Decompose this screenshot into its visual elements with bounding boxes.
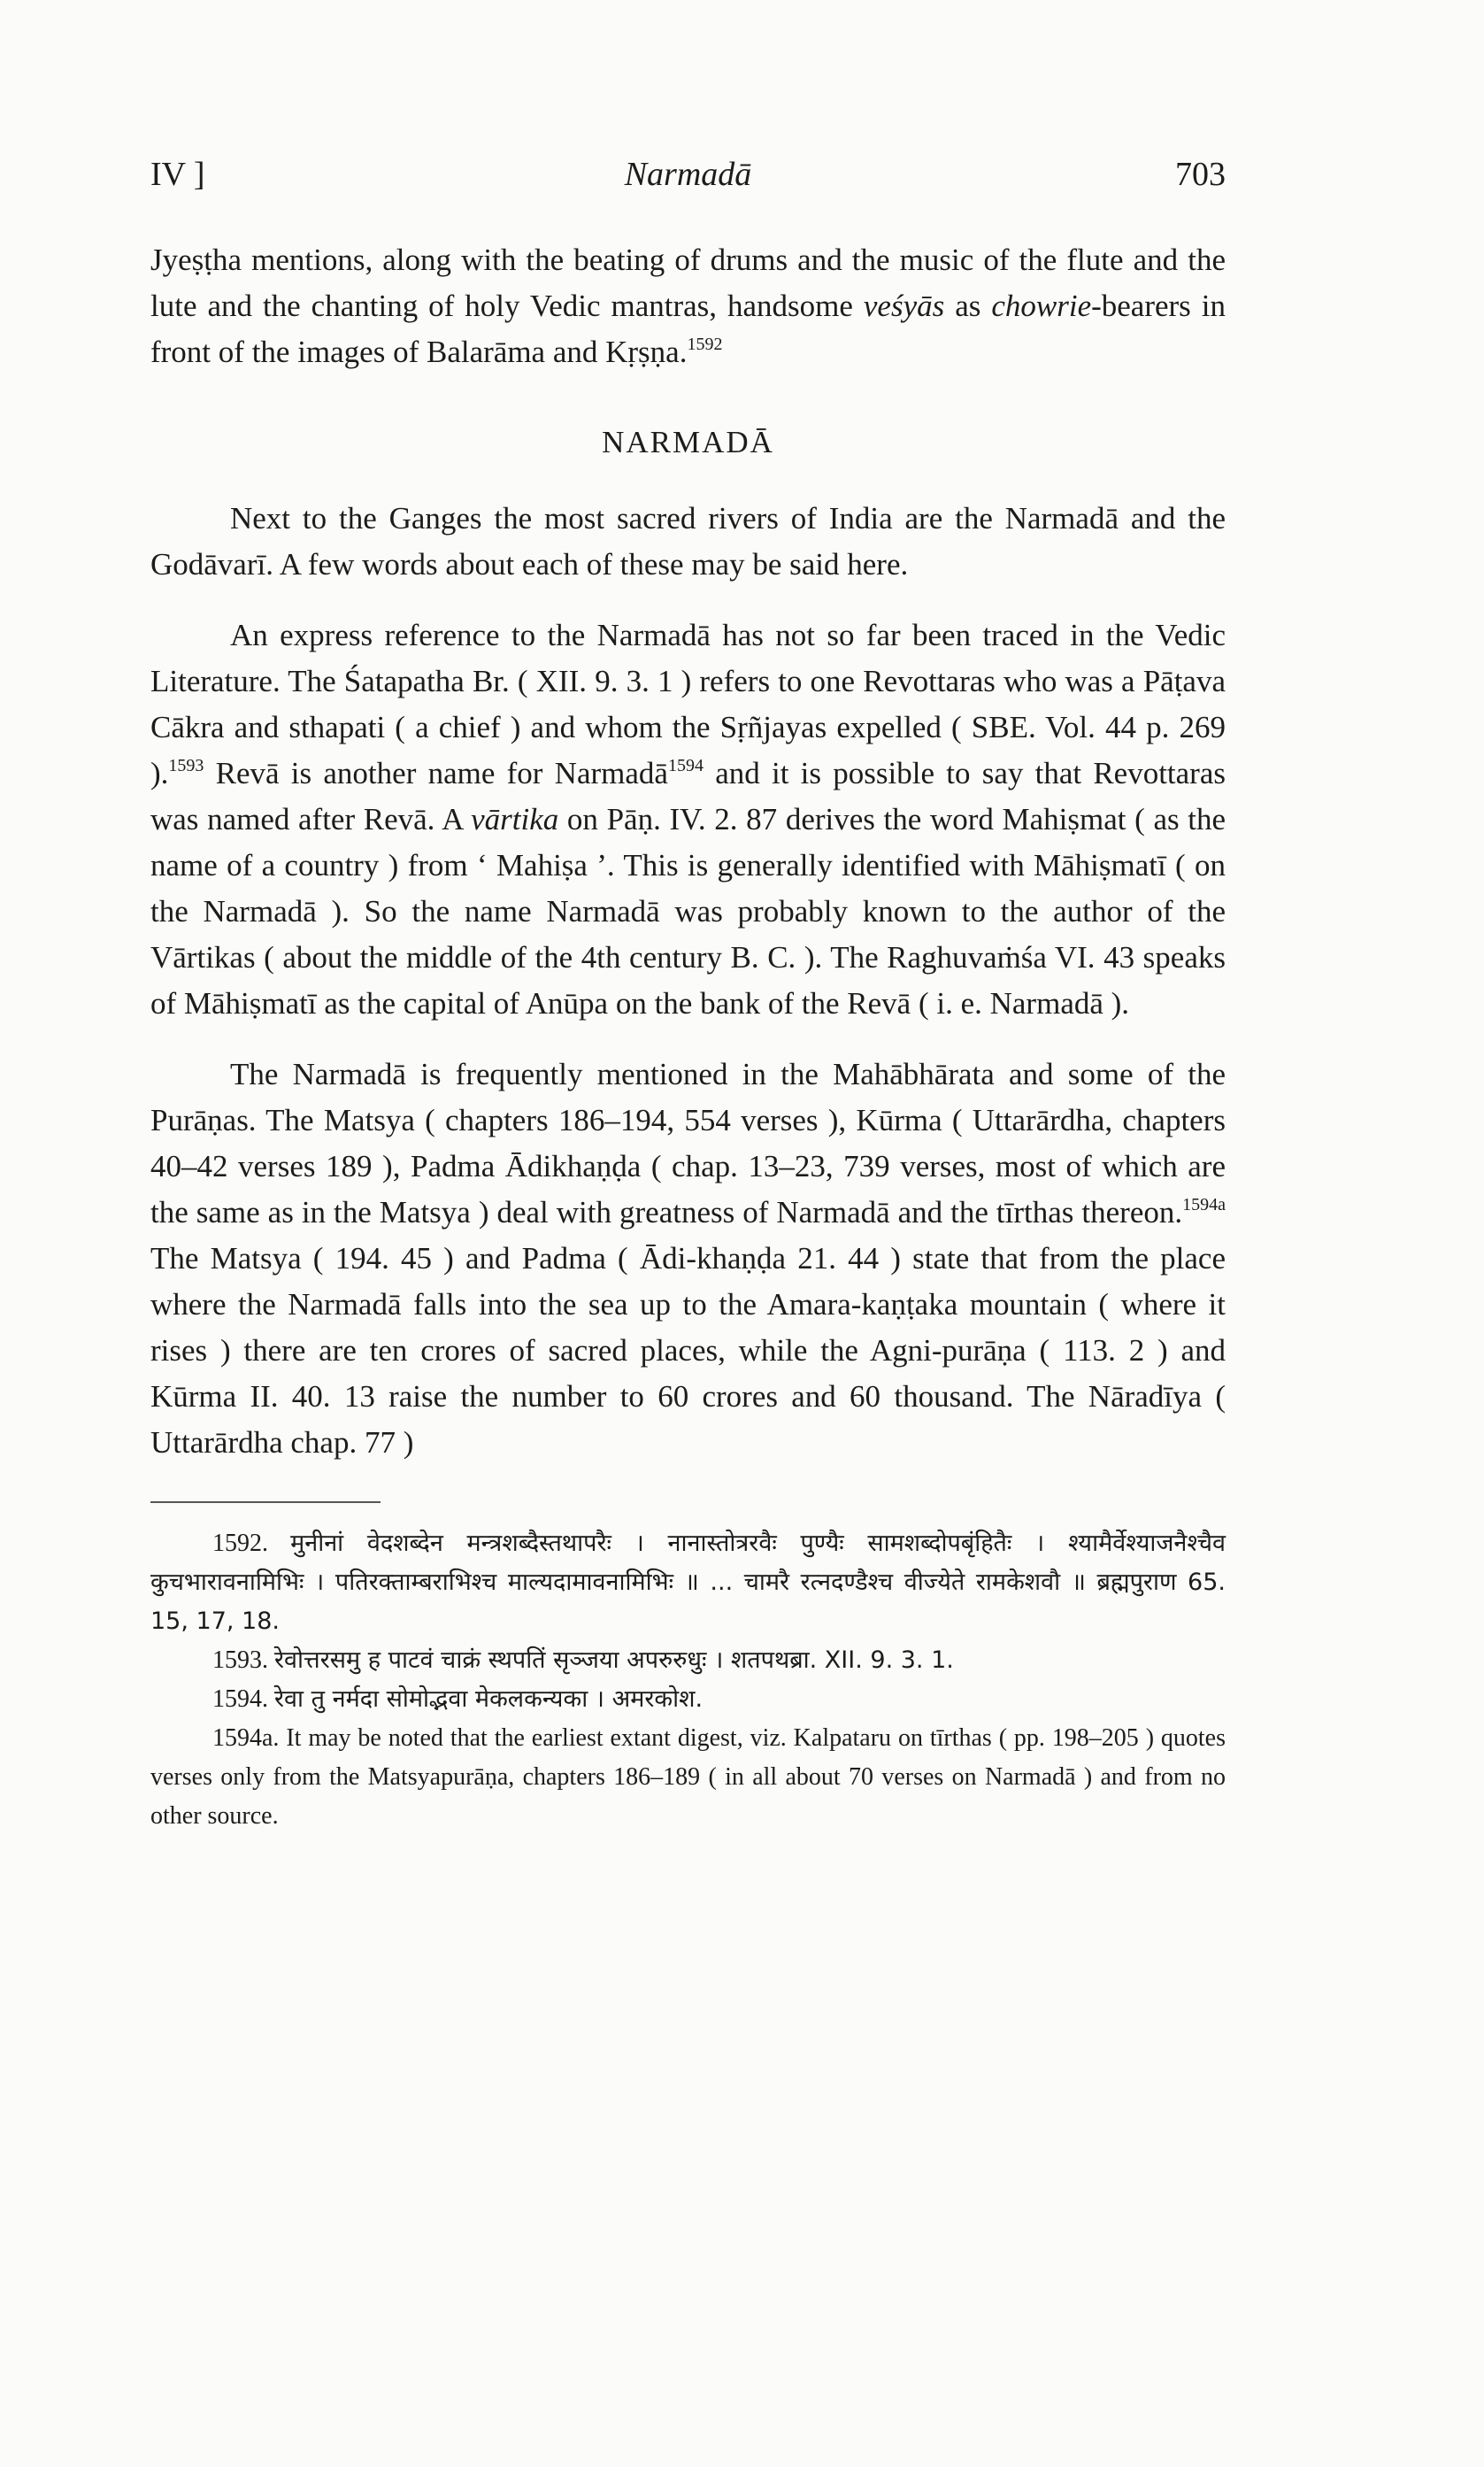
paragraph-puranas: The Narmadā is frequently mentioned in the Mahābhārata and some of the Purāṇas. The Matsya ( chapters 186–194, 554 verses ), Kūrma ( Uttarārdha, chapters 40–42 verses 189 ), Padma Ādikhaṇḍa ( chap. 13–23, 739 verses, most of which are the same as in the Matsya ) deal with greatness of Narmadā and the tīrthas thereon.$^{1594a}$ The Matsya ( 194. 45 ) and Padma ( Ādi-khaṇḍa 21. 44 ) state that from the place where the Narmadā falls into the sea up to the Amara-kaṇṭaka mountain ( where it rises ) there are ten crores of sacred places, while the Agni-purāṇa ( 113. 2 ) and Kūrma II. 40. 13 raise the number to 60 crores and 60 thousand. The Nāradīya ( Uttarārdha chap. 77 ) bbox=[150, 1057, 1226, 1460]
section-heading: NARMADĀ bbox=[602, 425, 774, 459]
paragraph-intro: Next to the Ganges the most sacred rivers of India are the Narmadā and the Godāvarī. A few words about each of these may be said here. bbox=[150, 501, 1226, 582]
term-vartika: vārtika bbox=[471, 802, 559, 836]
footnote-ref: 1594a bbox=[1182, 1195, 1226, 1214]
footnote-1594a: 1594a. It may be noted that the earliest extant digest, viz. Kalpataru on tīrthas ( pp. 198–205 ) quotes verses only from the Matsyapurāṇa, chapters 186–189 ( in all about 70 verses on Narmadā ) and from no other source. bbox=[150, 1724, 1226, 1830]
footnote-divider bbox=[150, 1501, 381, 1503]
term-chowrie: chowrie bbox=[991, 289, 1092, 323]
page-body bbox=[150, 237, 1226, 1836]
chapter-number: IV ] bbox=[150, 156, 205, 193]
running-title: Narmadā bbox=[624, 156, 752, 193]
paragraph-continued: Jyeṣṭha mentions, along with the beating of drums and the music of the flute and the lute and the chanting of holy Vedic mantras, handsome veśyās as chowrie-bearers in front of the images of Balarāma and Kṛṣṇa.$^{1592}$ bbox=[150, 243, 1226, 369]
page-number: 703 bbox=[1175, 156, 1226, 193]
term-vesyas: veśyās bbox=[863, 289, 945, 323]
footnote-1594: 1594. रेवा तु नर्मदा सोमोद्भवा मेकलकन्यका । अमरकोश. bbox=[212, 1685, 704, 1713]
footnote-ref: 1593 bbox=[168, 756, 204, 775]
footnote-1593: 1593. रेवोत्तरसमु ह पाटवं चाक्रं स्थपतिं सृञ्जया अपरुरुधुः । शतपथब्रा. XII. 9. 3. 1. bbox=[212, 1646, 954, 1674]
footnote-ref: 1594 bbox=[667, 756, 704, 775]
footnote-ref: 1592 bbox=[687, 335, 723, 354]
footnote-1592: 1592. मुनीनां वेदशब्देन मन्त्रशब्दैस्तथापरैः । नानास्तोत्ररवैः पुण्यैः सामशब्दोपबृंहितैः । श्यामैर्वेश्याजनैश्चैव कुचभारावनामिभिः । पतिरक्ताम्बराभिश्च माल्यदामावनामिभिः ॥ ... चामरै रत्नदण्डैश्च वीज्येते रामकेशवौ ॥ ब्रह्मपुराण 65. 15, 17, 18. bbox=[150, 1530, 1226, 1635]
footnotes bbox=[150, 1524, 1226, 1836]
running-header bbox=[150, 155, 1226, 217]
paragraph-vedic-reference: An express reference to the Narmadā has not so far been traced in the Vedic Literature. The Śatapatha Br. ( XII. 9. 3. 1 ) refers to one Revottaras who was a Pāṭava Cākra and sthapati ( a chief ) and whom the Sṛñjayas expelled ( SBE. Vol. 44 p. 269 ).$^{1593}$ Revā is another name for Narmadā$^{1594}$ and it is possible to say that Revottaras was named after Revā. A vārtika on Pāṇ. IV. 2. 87 derives the word Mahiṣmat ( as the name of a country ) from ‘ Mahiṣa ’. This is generally identified with Māhiṣmatī ( on the Narmadā ). So the name Narmadā was probably known to the author of the Vārtikas ( about the middle of the 4th century B. C. ). The Raghuvaṁśa VI. 43 speaks of Māhiṣmatī as the capital of Anūpa on the bank of the Revā ( i. e. Narmadā ). bbox=[150, 618, 1226, 1021]
